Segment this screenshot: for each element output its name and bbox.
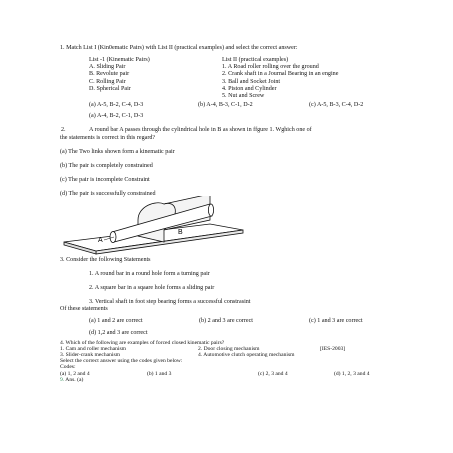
q4-answer bbox=[60, 378, 83, 384]
q3-option-a: (a) 1 and 2 are correct bbox=[89, 318, 143, 324]
figure-round-bar-in-hole bbox=[60, 196, 250, 258]
q4-option-c: (c) 2, 3 and 4 bbox=[258, 371, 288, 377]
q3-of-these: Of these statements bbox=[60, 306, 108, 312]
list2-item: 1. A Road roller rolling over the ground bbox=[222, 64, 319, 70]
list1-item: C. Rolling Pair bbox=[89, 79, 126, 85]
list1-item: B. Revolute pair bbox=[89, 71, 130, 77]
list1-item: A. Sliding Pair bbox=[89, 64, 126, 70]
q2-option-b: (b) The pair is completely constrained bbox=[60, 163, 153, 169]
q3-statement: 1. A round bar in a round hole form a turning pair bbox=[89, 271, 210, 277]
q1-stem: 1. Match List I (Kin0ematic Pairs) with List II (practical examples) and select the correct answer: bbox=[60, 45, 298, 51]
q4-item: 4. Automotive clutch operating mechanism bbox=[198, 352, 295, 358]
q3-statement: 3. Vertical shaft in foot step bearing forms a successful constrasint bbox=[89, 299, 251, 305]
q4-item: 3. Slider-crank mechanism bbox=[60, 352, 121, 358]
list2-item: 2. Crank shaft in a Journal Bearing in an engine bbox=[222, 71, 339, 77]
list2-title: List II (practical examples) bbox=[222, 57, 289, 63]
q4-exam-tag: [IES-2003] bbox=[320, 346, 346, 352]
q4-codes: Codes: bbox=[60, 364, 76, 370]
q1-option-d: (a) A-4, B-2, C-1, D-3 bbox=[89, 113, 144, 119]
q3-statement: 2. A square bar in a sqaare hole forms a sliding pair bbox=[89, 285, 215, 291]
q2-stem-line1: A round bar A passes through the cylindrical hole in B as shown in ffgure 1. Wghich one of bbox=[89, 127, 312, 133]
q1-option-a: (a) A-5, B-2, C-4, D-3 bbox=[89, 102, 144, 108]
q3-option-b: (b) 2 and 3 are correct bbox=[199, 318, 253, 324]
q1-option-c: (c) A-5, B-3, C-4, D-2 bbox=[309, 102, 364, 108]
q4-item: 2. Door closing mechanism bbox=[198, 346, 260, 352]
q1-option-b: (b) A-4, B-3, C-1, D-2 bbox=[198, 102, 253, 108]
q2-option-d: (d) The pair is successfully constrained bbox=[60, 191, 156, 197]
figure-label-b: B bbox=[178, 229, 183, 236]
round-bar-a-far-end bbox=[208, 204, 213, 216]
q4-item: 1. Cam and roller mechanism bbox=[60, 346, 127, 352]
figure-label-a: A bbox=[98, 237, 103, 244]
q3-option-c: (c) 1 and 3 are correct bbox=[309, 318, 363, 324]
q2-stem-line2: the statements is correct in this regard? bbox=[60, 135, 156, 141]
list2-item: 3. Ball and Socket Joint bbox=[222, 79, 281, 85]
q4-option-d: (d) 1, 2, 3 and 4 bbox=[334, 371, 370, 377]
q2-number: 2. bbox=[61, 127, 66, 133]
q4-option-b: (b) 1 and 3 bbox=[147, 371, 172, 377]
answer-text: Ans. (a) bbox=[64, 377, 84, 383]
q4-option-a: (a) 1, 2 and 4 bbox=[60, 371, 90, 377]
q2-option-a: (a) The Two links shown form a kinematic pair bbox=[60, 149, 175, 155]
q4-stem: 4. Which of the following are examples of forced closed kinematic pairs? bbox=[60, 340, 225, 346]
list1-title: List -1 (Kinematic Pairs) bbox=[89, 57, 150, 63]
q4-select: Select the correct answer using the codes given below: bbox=[60, 358, 183, 364]
answer-number: 9. bbox=[60, 377, 65, 383]
list2-item: 4. Piston and Cylinder bbox=[222, 86, 277, 92]
list1-item: D. Spherical Pair bbox=[89, 86, 131, 92]
q2-option-c: (c) The pair is incomplete Constraint bbox=[60, 177, 150, 183]
list2-item: 5. Nut and Screw bbox=[222, 93, 265, 99]
q3-option-d: (d) 1,2 and 3 are correct bbox=[89, 330, 148, 336]
round-bar-a-end bbox=[110, 232, 116, 243]
q3-stem: 3. Consider the following Statements bbox=[60, 257, 151, 263]
